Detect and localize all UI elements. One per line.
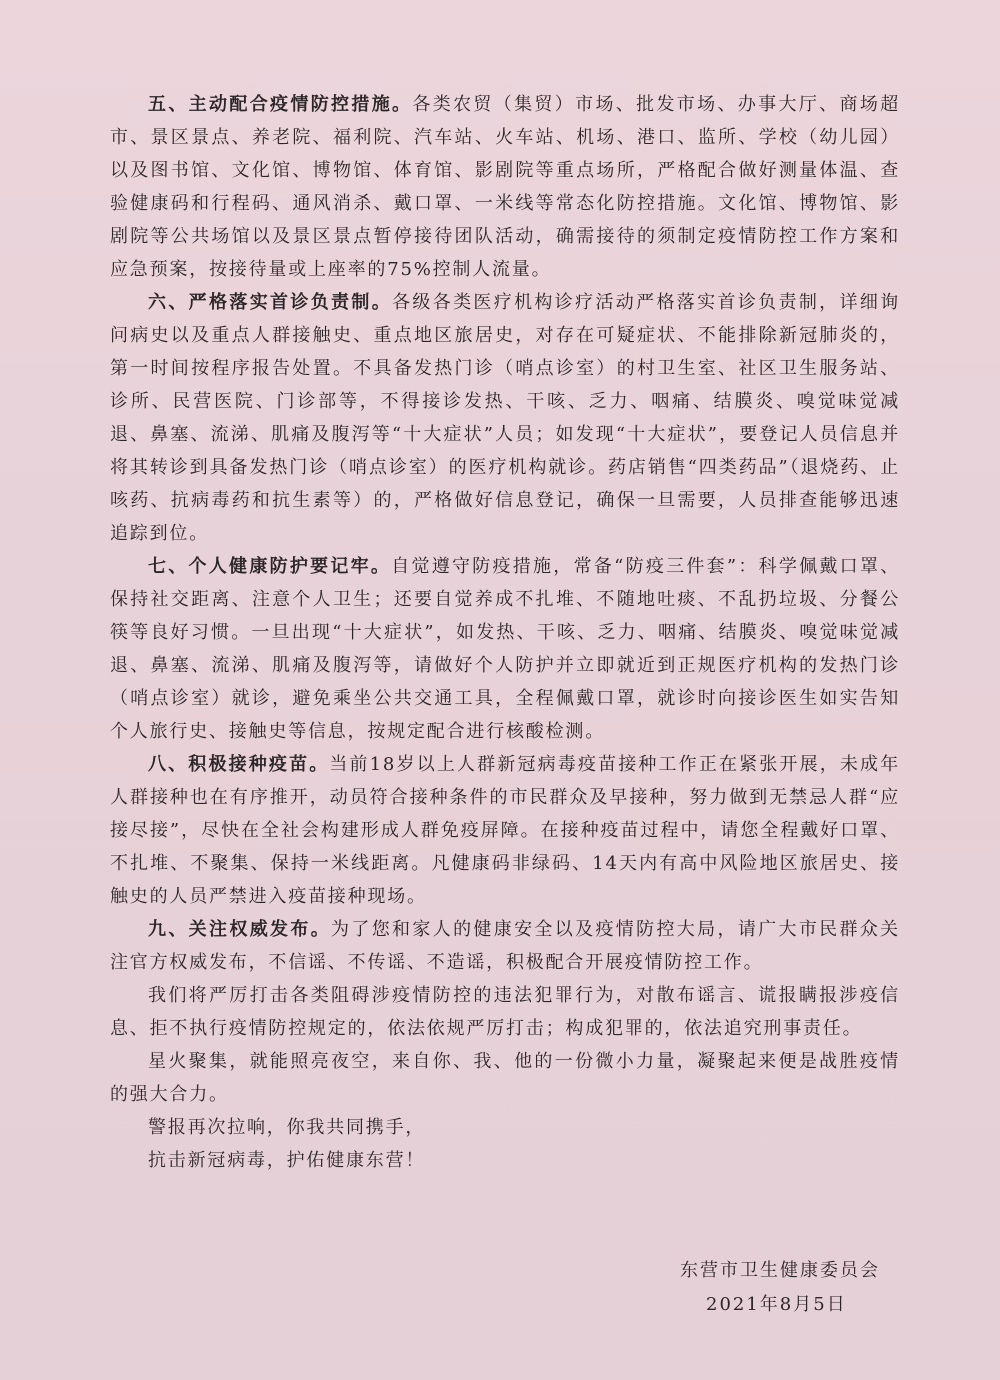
unity-paragraph: 星火聚集，就能照亮夜空，来自你、我、他的一份微小力量，凝聚起来便是战胜疫情的强大合力。 (110, 1051, 900, 1105)
closing-line-1: 警报再次拉响，你我共同携手， (148, 1117, 426, 1138)
signature-date: 2021年8月5日 (706, 1294, 847, 1315)
section-6-body: 各级各类医疗机构诊疗活动严格落实首诊负责制，详细询问病史以及重点人群接触史、重点地区旅居史，对存在可疑症状、不能排除新冠肺炎的，第一时间按程序报告处置。不具备发热门诊（哨点诊室）的村卫生室、社区卫生服务站、诊所、民营医院、门诊部等，不得接诊发热、干咳、乏力、咽痛、结膜炎、嗅觉味觉减退、鼻塞、流涕、肌痛及腹泻等“十大症状”人员；如发现“十大症状”，要登记人员信息并将其转诊到具备发热门诊（哨点诊室）的医疗机构就诊。药店销售“四类药品”（退烧药、止咳药、抗病毒药和抗生素等）的，严格做好信息登记，确保一旦需要，人员排查能够迅速追踪到位。 (110, 292, 900, 544)
section-7-heading: 七、个人健康防护要记牢。 (148, 556, 392, 577)
closing-line-2: 抗击新冠病毒，护佑健康东营！ (148, 1150, 426, 1171)
section-8-body: 当前18岁以上人群新冠病毒疫苗接种工作正在紧张开展，未成年人群接种也在有序推开，动员符合接种条件的市民群众及早接种，努力做到无禁忌人群“应接尽接”，尽快在全社会构建形成人群免疫屏障。在接种疫苗过程中，请您全程戴好口罩、不扎堆、不聚集、保持一米线距离。凡健康码非绿码、14天内有高中风险地区旅居史、接触史的人员严禁进入疫苗接种现场。 (110, 754, 900, 907)
enforcement-paragraph: 我们将严厉打击各类阻碍涉疫情防控的违法犯罪行为，对散布谣言、谎报瞒报涉疫信息、拒不执行疫情防控规定的，依法依规严厉打击；构成犯罪的，依法追究刑事责任。 (110, 985, 900, 1039)
section-9-heading: 九、关注权威发布。 (148, 919, 332, 940)
section-5-body: 各类农贸（集贸）市场、批发市场、办事大厅、商场超市、景区景点、养老院、福利院、汽车站、火车站、机场、港口、监所、学校（幼儿园）以及图书馆、文化馆、博物馆、体育馆、影剧院等重点场所，严格配合做好测量体温、查验健康码和行程码、通风消杀、戴口罩、一米线等常态化防控措施。文化馆、博物馆、影剧院等公共场馆以及景区景点暂停接待团队活动，确需接待的须制定疫情防控工作方案和应急预案，按接待量或上座率的75%控制人流量。 (110, 94, 900, 280)
section-5-heading: 五、主动配合疫情防控措施。 (148, 94, 413, 115)
section-9-body: 为了您和家人的健康安全以及疫情防控大局，请广大市民群众关注官方权威发布，不信谣、不传谣、不造谣，积极配合开展疫情防控工作。 (110, 919, 900, 973)
section-7-body: 自觉遵守防疫措施，常备“防疫三件套”：科学佩戴口罩、保持社交距离、注意个人卫生；还要自觉养成不扎堆、不随地吐痰、不乱扔垃圾、分餐公筷等良好习惯。一旦出现“十大症状”，如发热、干咳、乏力、咽痛、结膜炎、嗅觉味觉减退、鼻塞、流涕、肌痛及腹泻等，请做好个人防护并立即就近到正规医疗机构的发热门诊（哨点诊室）就诊，避免乘坐公共交通工具，全程佩戴口罩，就诊时向接诊医生如实告知个人旅行史、接触史等信息，按规定配合进行核酸检测。 (110, 556, 901, 742)
section-5 (110, 88, 900, 286)
document-body (110, 88, 900, 1177)
signature-organization: 东营市卫生健康委员会 (680, 1260, 880, 1281)
section-6 (110, 286, 900, 550)
section-9 (110, 913, 900, 979)
section-8 (110, 748, 900, 913)
section-6-heading: 六、严格落实首诊负责制。 (148, 292, 393, 313)
section-7 (110, 550, 900, 748)
section-8-heading: 八、积极接种疫苗。 (148, 754, 330, 775)
